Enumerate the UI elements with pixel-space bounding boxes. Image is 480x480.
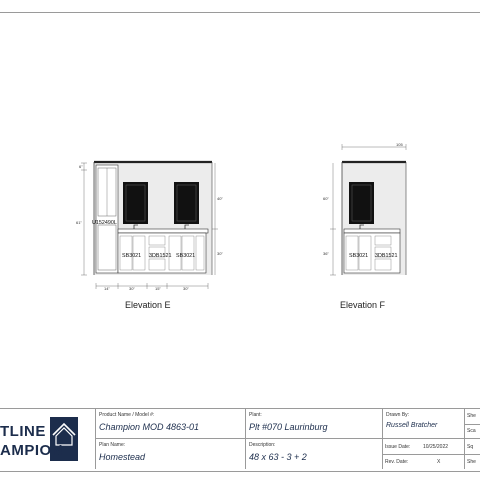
- plan-name-value: Homestead: [99, 452, 146, 462]
- sheet-info-divider: [464, 454, 480, 455]
- elevation-f-label: Elevation F: [340, 300, 386, 310]
- cabinet-label: U152490L: [92, 220, 117, 226]
- dimension-text: 61": [76, 220, 82, 225]
- sheet-label: She: [467, 413, 476, 419]
- plan-name-cell: [95, 439, 246, 469]
- sheet-number-label: She: [467, 459, 476, 465]
- logo-text-line2: AMPION: [0, 442, 63, 459]
- rev-date-label: Rev. Date:: [385, 459, 409, 465]
- dimension-text: 15": [155, 286, 161, 291]
- dimension-text: 6": [79, 164, 83, 169]
- dates-divider: [382, 454, 464, 455]
- cabinet-label: SB3021: [349, 253, 369, 259]
- drawn-by-label: Drawn By:: [386, 412, 410, 418]
- dimension-text: 30": [183, 286, 189, 291]
- plant-cell: [245, 409, 383, 439]
- dimension-text: 30": [217, 251, 223, 256]
- cabinet-label: 3DB1521: [149, 253, 172, 259]
- dimension-text: 30": [129, 286, 135, 291]
- issue-date-value: 10/25/2022: [423, 444, 449, 450]
- logo-text-line1: TLINE: [0, 423, 46, 440]
- cabinet-label: SB3021: [176, 253, 196, 259]
- plan-name-label: Plan Name:: [99, 442, 126, 448]
- plant-value: Plt #070 Laurinburg: [249, 422, 328, 432]
- dimension-text: 14": [104, 286, 110, 291]
- dimension-text: 36": [323, 251, 329, 256]
- company-logo: [0, 409, 95, 469]
- description-label: Description:: [249, 442, 276, 448]
- product-name-value: Champion MOD 4863-01: [99, 422, 200, 432]
- scale-label: Sca: [467, 428, 476, 434]
- cabinet-label: 3DB1521: [375, 253, 398, 259]
- description-value: 48 x 63 - 3 + 2: [249, 452, 307, 462]
- product-name-cell: [95, 409, 246, 439]
- product-name-label: Product Name / Model #:: [99, 412, 155, 418]
- description-cell: [245, 439, 383, 469]
- dimension-text: 60": [323, 196, 329, 201]
- cabinet-label: SB3021: [122, 253, 142, 259]
- drawn-by-cell: [382, 409, 465, 439]
- elevation-e-label: Elevation E: [125, 300, 171, 310]
- sqft-label: Sq: [467, 444, 474, 450]
- dimension-text: 105: [396, 142, 403, 147]
- issue-date-label: Issue Date:: [385, 444, 411, 450]
- dimension-text: 40": [217, 196, 223, 201]
- sheet-info-divider: [464, 424, 480, 425]
- drawn-by-value: Russell Bratcher: [386, 422, 438, 429]
- rev-date-value: X: [437, 459, 441, 465]
- plant-label: Plant:: [249, 412, 262, 418]
